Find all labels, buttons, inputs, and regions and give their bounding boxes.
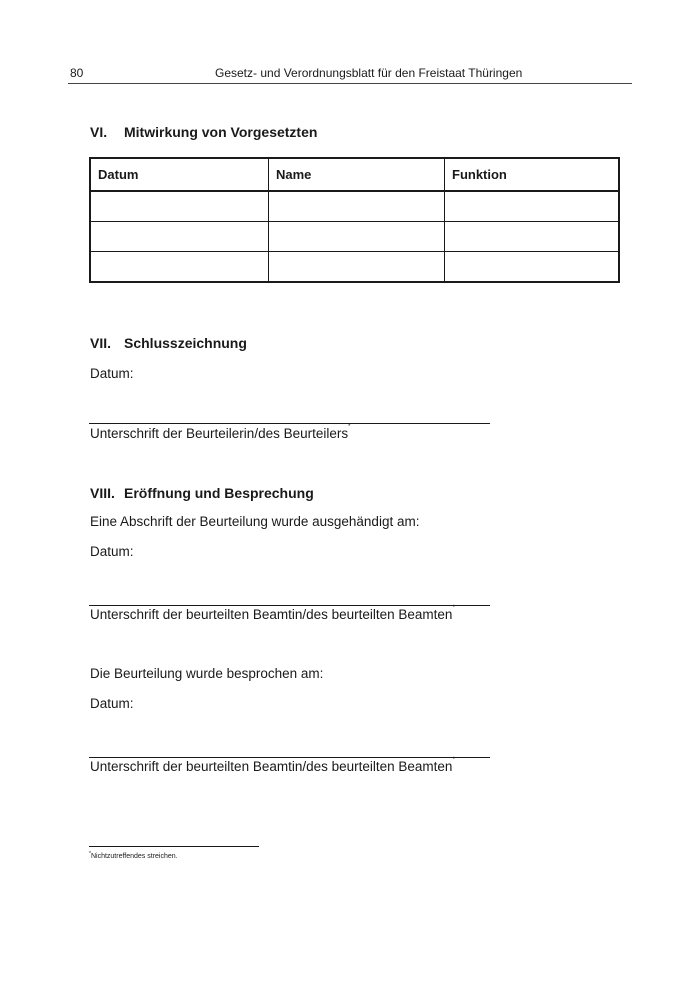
footnote-marker: * <box>452 757 455 763</box>
column-header-funktion: Funktion <box>445 158 620 191</box>
signature-line[interactable] <box>89 423 490 424</box>
table-cell[interactable] <box>90 252 269 283</box>
footnote-marker: * <box>89 851 91 857</box>
footnote-divider <box>89 846 259 847</box>
footnote-marker: * <box>452 605 455 611</box>
signature-caption-text: Unterschrift der beurteilten Beamtin/des beurteilten Beamten <box>90 759 453 774</box>
table-cell[interactable] <box>269 191 445 222</box>
section-vi-number: VI. <box>90 124 108 140</box>
signature-caption-text: Unterschrift der Beurteilerin/des Beurteilers <box>90 426 349 441</box>
footnote-text: Nichtzutreffendes streichen. <box>90 853 178 860</box>
signature-line[interactable] <box>89 757 490 758</box>
signature-caption-text: Unterschrift der beurteilten Beamtin/des beurteilten Beamten <box>90 607 453 622</box>
footnote-marker: * <box>348 424 351 430</box>
column-header-name: Name <box>269 158 445 191</box>
supervisor-table <box>89 157 620 283</box>
section-viii-title: Eröffnung und Besprechung <box>124 485 314 501</box>
header-divider <box>68 83 632 84</box>
section-vi-title: Mitwirkung von Vorgesetzten <box>124 124 318 140</box>
date-label: Datum: <box>90 544 134 559</box>
date-label: Datum: <box>90 366 134 381</box>
table-row <box>90 252 619 283</box>
page-number: 80 <box>70 66 84 80</box>
table-cell[interactable] <box>445 191 620 222</box>
column-header-datum: Datum <box>90 158 269 191</box>
publication-title: Gesetz- und Verordnungsblatt für den Freistaat Thüringen <box>215 66 523 80</box>
discussed-text: Die Beurteilung wurde besprochen am: <box>90 666 324 681</box>
table-cell[interactable] <box>445 222 620 252</box>
table-cell[interactable] <box>269 222 445 252</box>
section-vii-number: VII. <box>90 335 112 351</box>
section-viii-number: VIII. <box>90 485 115 501</box>
signature-line[interactable] <box>89 605 490 606</box>
footnote <box>89 853 178 860</box>
table-cell[interactable] <box>445 252 620 283</box>
table-cell[interactable] <box>269 252 445 283</box>
handover-text: Eine Abschrift der Beurteilung wurde ausgehändigt am: <box>90 514 420 529</box>
date-label: Datum: <box>90 696 134 711</box>
section-vii-title: Schlusszeichnung <box>124 335 247 351</box>
table-header-row <box>90 158 619 191</box>
signature-caption <box>90 759 455 774</box>
table-row <box>90 191 619 222</box>
signature-caption <box>90 426 350 441</box>
table-cell[interactable] <box>90 191 269 222</box>
signature-caption <box>90 607 455 622</box>
table-row <box>90 222 619 252</box>
table-cell[interactable] <box>90 222 269 252</box>
